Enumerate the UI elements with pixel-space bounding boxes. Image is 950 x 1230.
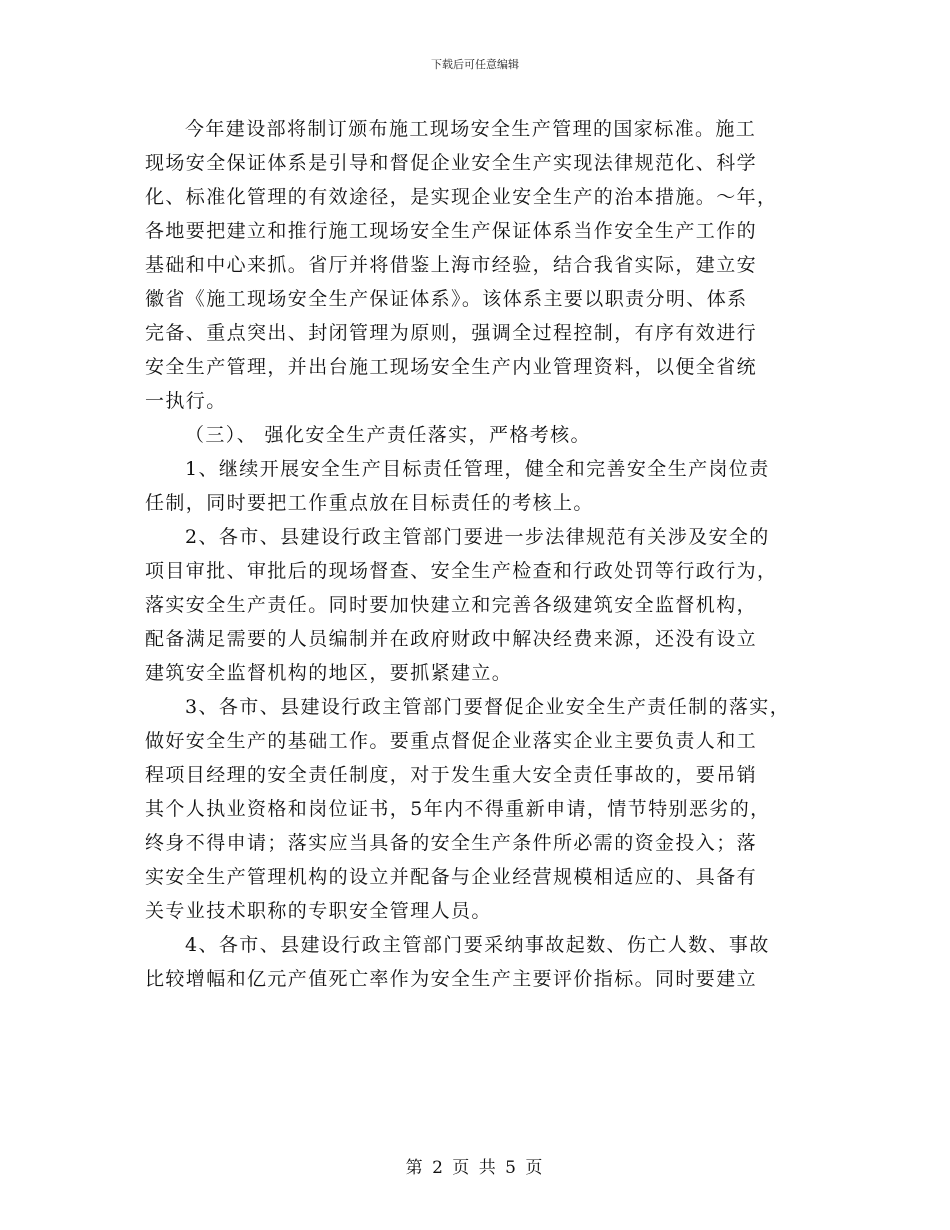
document-body bbox=[145, 112, 825, 996]
text-line: 项目审批、审批后的现场督查、安全生产检查和行政处罚等行政行为， bbox=[145, 560, 778, 582]
text-line: 2、各市、县建设行政主管部门要进一步法律规范有关涉及安全的 bbox=[185, 526, 770, 548]
section-heading: （三）、 强化安全生产责任落实，严格考核。 bbox=[185, 424, 591, 446]
text-line: 终身不得申请；落实应当具备的安全生产条件所必需的资金投入；落 bbox=[145, 832, 758, 854]
text-line: 安全生产管理，并出台施工现场安全生产内业管理资料，以便全省统 bbox=[145, 356, 758, 378]
text-line: 任制，同时要把工作重点放在目标责任的考核上。 bbox=[145, 492, 594, 514]
text-line: 建筑安全监督机构的地区，要抓紧建立。 bbox=[145, 662, 513, 684]
text-line: 关专业技术职称的专职安全管理人员。 bbox=[145, 900, 492, 922]
text-line: 实安全生产管理机构的设立并配备与企业经营规模相适应的、具备有 bbox=[145, 866, 758, 888]
page-number: 第 2 页 共 5 页 bbox=[405, 1158, 545, 1178]
text-line: 一执行。 bbox=[145, 390, 227, 412]
text-line: 1、继续开展安全生产目标责任管理，健全和完善安全生产岗位责 bbox=[185, 458, 770, 480]
text-line: 比较增幅和亿元产值死亡率作为安全生产主要评价指标。同时要建立 bbox=[145, 968, 758, 990]
text-line: 3、各市、县建设行政主管部门要督促企业安全生产责任制的落实， bbox=[185, 696, 791, 718]
text-line: 今年建设部将制订颁布施工现场安全生产管理的国家标准。施工 bbox=[185, 118, 757, 140]
text-line: 基础和中心来抓。省厅并将借鉴上海市经验，结合我省实际，建立安 bbox=[145, 254, 758, 276]
text-line: 程项目经理的安全责任制度，对于发生重大安全责任事故的，要吊销 bbox=[145, 764, 758, 786]
text-line: 做好安全生产的基础工作。要重点督促企业落实企业主要负责人和工 bbox=[145, 730, 758, 752]
text-line: 徽省《施工现场安全生产保证体系》。该体系主要以职责分明、体系 bbox=[145, 288, 748, 310]
text-line: 各地要把建立和推行施工现场安全生产保证体系当作安全生产工作的 bbox=[145, 220, 758, 242]
text-line: 现场安全保证体系是引导和督促企业安全生产实现法律规范化、科学 bbox=[145, 152, 758, 174]
page-header: 下载后可任意编辑 bbox=[431, 58, 519, 71]
text-line: 落实安全生产责任。同时要加快建立和完善各级建筑安全监督机构， bbox=[145, 594, 758, 616]
text-line: 其个人执业资格和岗位证书，5年内不得重新申请，情节特别恶劣的， bbox=[145, 798, 771, 820]
text-line: 4、各市、县建设行政主管部门要采纳事故起数、伤亡人数、事故 bbox=[185, 934, 770, 956]
text-line: 化、标准化管理的有效途径，是实现企业安全生产的治本措施。～年， bbox=[145, 186, 778, 208]
text-line: 配备满足需要的人员编制并在政府财政中解决经费来源，还没有设立 bbox=[145, 628, 758, 650]
text-line: 完备、重点突出、封闭管理为原则，强调全过程控制，有序有效进行 bbox=[145, 322, 758, 344]
